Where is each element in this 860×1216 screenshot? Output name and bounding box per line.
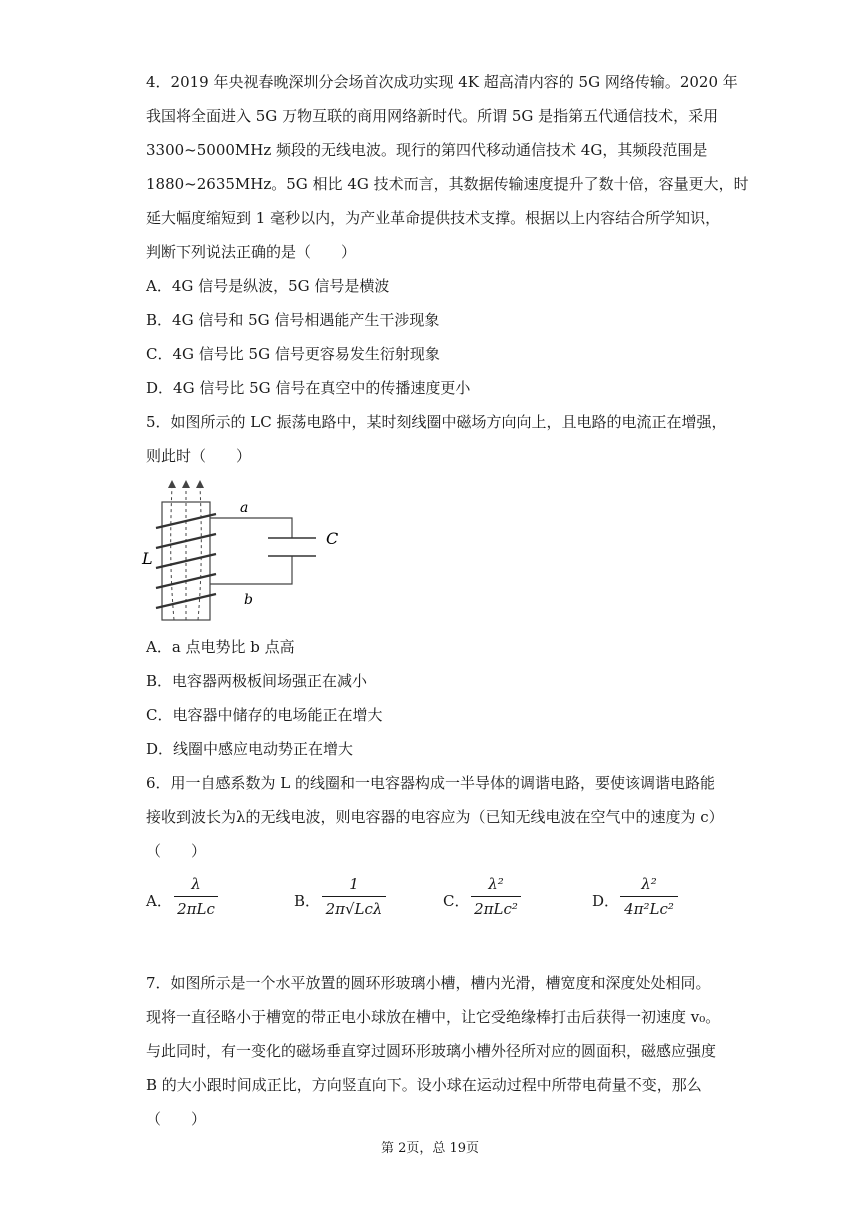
denominator: 2πLc — [177, 900, 215, 918]
fraction — [471, 873, 521, 920]
q4-option-a: A．4G 信号是纵波，5G 信号是横波 — [146, 277, 390, 295]
capacitor — [268, 538, 316, 556]
q7-line: 现将一直径略小于槽宽的带正电小球放在槽中，让它受绝缘棒打击后获得一初速度 v₀。 — [146, 1008, 721, 1026]
label-b: b — [244, 592, 253, 608]
q4-line: 我国将全面进入 5G 万物互联的商用网络新时代。所谓 5G 是指第五代通信技术，采用 — [146, 107, 719, 125]
fraction-bar — [174, 896, 218, 897]
lc-circuit-figure — [140, 474, 350, 624]
numerator: λ² — [641, 875, 657, 893]
option-label: A． — [146, 892, 172, 910]
q4-option-b: B．4G 信号和 5G 信号相遇能产生干涉现象 — [146, 311, 440, 329]
page-footer: 第 2页，总 19页 — [380, 1141, 480, 1156]
fraction-bar — [322, 896, 386, 897]
q4-option-c: C．4G 信号比 5G 信号更容易发生衍射现象 — [146, 345, 440, 363]
q7-line: B 的大小跟时间成正比，方向竖直向下。设小球在运动过程中所带电荷量不变，那么 — [146, 1076, 702, 1094]
q7-line: 与此同时，有一变化的磁场垂直穿过圆环形玻璃小槽外径所对应的圆面积，磁感应强度 — [146, 1042, 717, 1060]
q4-line: 4．2019 年央视春晚深圳分会场首次成功实现 4K 超高清内容的 5G 网络传输。2020 年 — [146, 73, 738, 91]
q6-line: 6．用一自感系数为 L 的线圈和一电容器构成一半导体的调谐电路，要使该调谐电路能 — [146, 774, 716, 792]
q6-line: （ ） — [146, 842, 207, 860]
q4-option-d: D．4G 信号比 5G 信号在真空中的传播速度更小 — [146, 379, 471, 397]
fraction-bar — [620, 896, 678, 897]
option-label: D． — [592, 892, 620, 910]
numerator: λ² — [488, 875, 504, 893]
fraction-bar — [471, 896, 521, 897]
q4-line: 判断下列说法正确的是（ ） — [146, 243, 357, 261]
option-label: C． — [443, 892, 470, 910]
q7-line: （ ） — [146, 1110, 207, 1128]
option-label: B． — [294, 892, 321, 910]
label-a: a — [240, 500, 249, 516]
q5-option-a: A．a 点电势比 b 点高 — [146, 638, 295, 656]
q4-line: 1880~2635MHz。5G 相比 4G 技术而言，其数据传输速度提升了数十倍，容量更大，时 — [146, 175, 749, 193]
numerator: 1 — [349, 875, 359, 893]
label-inductor: L — [142, 549, 153, 568]
q7-line: 7．如图所示是一个水平放置的圆环形玻璃小槽，槽内光滑，槽宽度和深度处处相同。 — [146, 974, 711, 992]
circuit-wires — [210, 518, 292, 584]
q4-line: 3300~5000MHz 频段的无线电波。现行的第四代移动通信技术 4G，其频段范围是 — [146, 141, 708, 159]
fraction — [620, 873, 678, 920]
denominator: 2π√Lcλ — [325, 900, 383, 918]
q4-line: 延大幅度缩短到 1 毫秒以内，为产业革命提供技术支撑。根据以上内容结合所学知识， — [146, 209, 721, 227]
q5-option-b: B．电容器两极板间场强正在减小 — [146, 672, 368, 690]
q6-line: 接收到波长为λ的无线电波，则电容器的电容应为（已知无线电波在空气中的速度为 c） — [146, 808, 724, 826]
fraction — [174, 873, 218, 920]
label-capacitor: C — [326, 529, 339, 548]
numerator: λ — [191, 875, 201, 893]
denominator: 2πLc² — [474, 900, 518, 918]
q5-option-d: D．线圈中感应电动势正在增大 — [146, 740, 354, 758]
q5-option-c: C．电容器中储存的电场能正在增大 — [146, 706, 383, 724]
fraction — [322, 873, 386, 920]
denominator: 4π²Lc² — [624, 900, 674, 918]
q5-line: 5．如图所示的 LC 振荡电路中，某时刻线圈中磁场方向向上，且电路的电流正在增强， — [146, 413, 727, 431]
q5-line: 则此时（ ） — [146, 447, 252, 465]
field-arrow-heads — [168, 480, 204, 488]
